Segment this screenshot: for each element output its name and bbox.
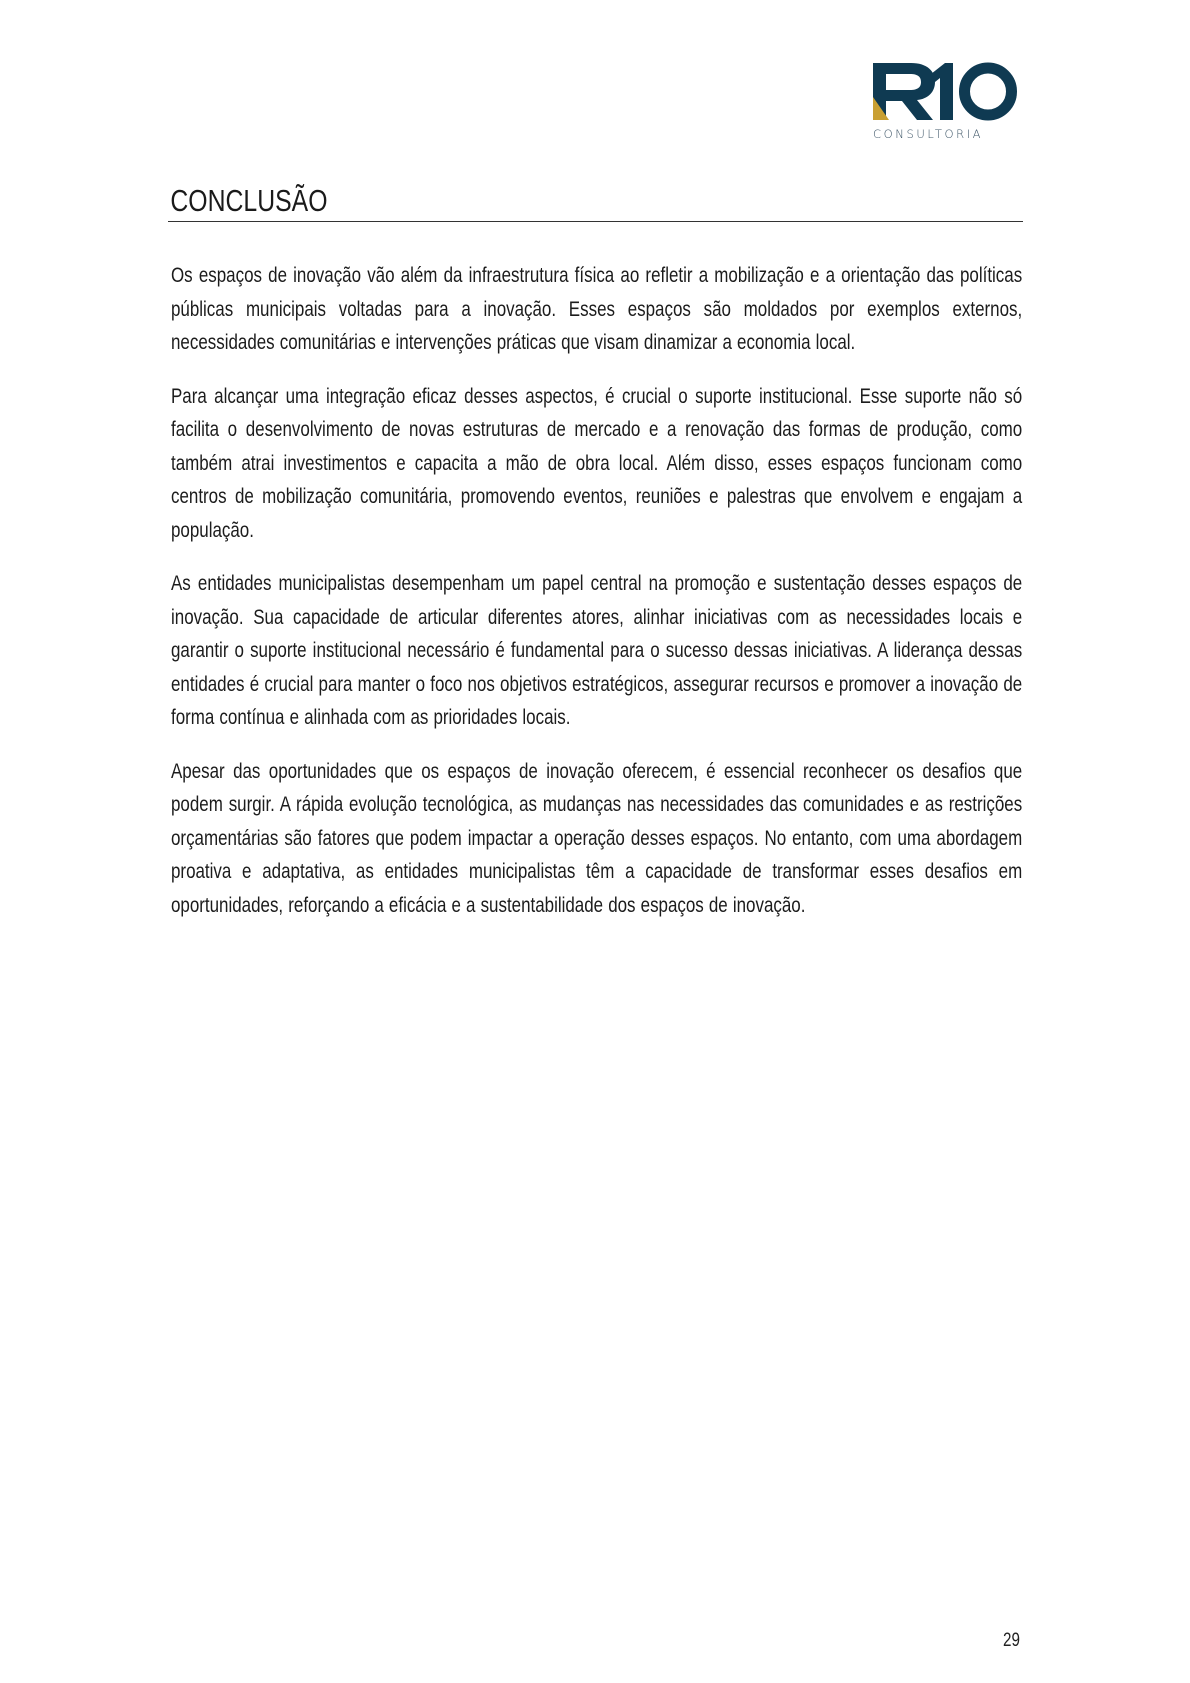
paragraph-1: Os espaços de inovação vão além da infraestrutura física ao refletir a mobilização e a orientação das políticas públicas municipais voltadas para a inovação. Esses espaços são moldados por exemplos externos, necessidades comunitárias e intervenções práticas que visam dinamizar a economia local.	[171, 264, 1023, 354]
paragraph-4: Apesar das oportunidades que os espaços de inovação oferecem, é essencial reconhecer os desafios que podem surgir. A rápida evolução tecnológica, as mudanças nas necessidades das comunidades e as restrições orçamentárias são fatores que podem impactar a operação desses espaços. No entanto, com uma abordagem proativa e adaptativa, as entidades municipalistas têm a capacidade de transformar esses desafios em oportunidades, reforçando a eficácia e a sustentabilidade dos espaços de inovação.	[171, 759, 1023, 917]
page-title: CONCLUSÃO	[170, 183, 328, 218]
company-logo	[873, 61, 1018, 145]
r1o-logo-icon	[873, 61, 1018, 123]
section-body	[171, 259, 1022, 942]
paragraph-2: Para alcançar uma integração eficaz desses aspectos, é crucial o suporte institucional. Esse suporte não só facilita o desenvolvimento de novas estruturas de mercado e a renovação das formas de produção, como também atrai investimentos e capacita a mão de obra local. Além disso, esses espaços funcionam como centros de mobilização comunitária, promovendo eventos, reuniões e palestras que envolvem e engajam a população.	[171, 384, 1023, 542]
logo-subtitle: CONSULTORIA	[873, 127, 984, 141]
paragraph-3: As entidades municipalistas desempenham um papel central na promoção e sustentação desses espaços de inovação. Sua capacidade de articular diferentes atores, alinhar iniciativas com as necessidades locais e garantir o suporte institucional necessário é fundamental para o sucesso dessas iniciativas. A liderança dessas entidades é crucial para manter o foco nos objetivos estratégicos, assegurar recursos e promover a inovação de forma contínua e alinhada com as prioridades locais.	[171, 572, 1023, 729]
title-underline-divider	[168, 221, 1023, 222]
page-number: 29	[1003, 1630, 1020, 1651]
section-header	[168, 183, 1023, 219]
